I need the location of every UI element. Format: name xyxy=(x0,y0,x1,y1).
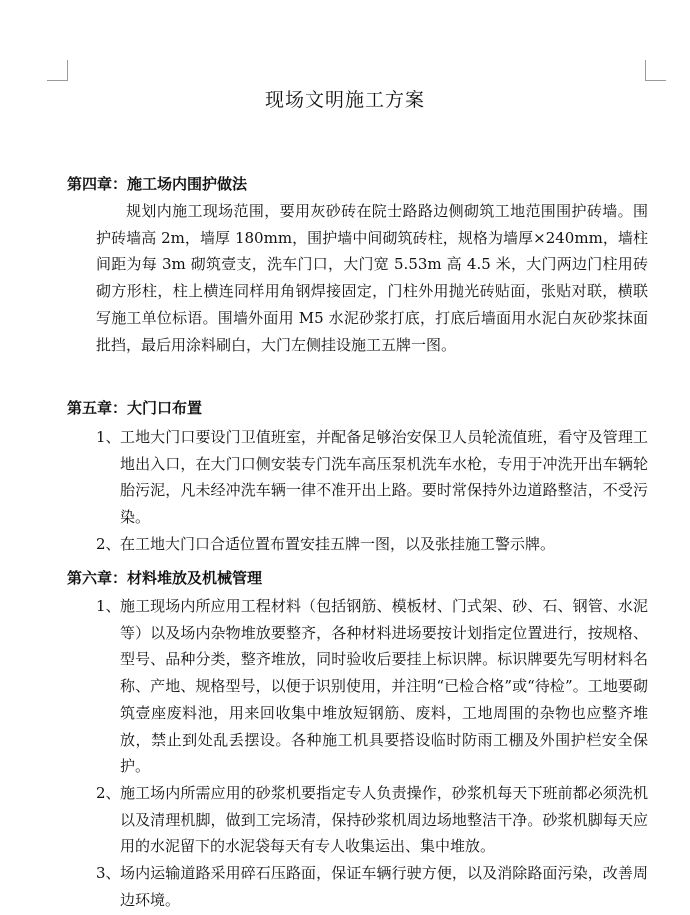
document-title: 现场文明施工方案 xyxy=(264,89,425,111)
list-item xyxy=(96,860,648,913)
list-item-number: 2、 xyxy=(96,535,121,553)
section-heading-chapter-6: 第六章：材料堆放及机械管理 xyxy=(67,569,263,587)
list-item xyxy=(96,424,648,531)
list-item-text: 工地大门口要设门卫值班室，并配备足够治安保卫人员轮流值班，看守及管理工地出入口，在大门口侧安装专门洗车高压泵机洗车水枪，专用于冲洗开出车辆轮胎污泥，凡未经冲洗车辆一律不准开出上路。要时常保持外边道路整洁，不受污染。 xyxy=(120,428,648,527)
list-item-number: 3、 xyxy=(96,864,121,882)
section-heading-chapter-4: 第四章：施工场内围护做法 xyxy=(67,175,248,193)
list-item xyxy=(96,593,648,780)
list-item-text: 施工场内所需应用的砂浆机要指定专人负责操作，砂浆机每天下班前都必须洗机以及清理机脚，做到工完场清，保持砂浆机周边场地整洁干净。砂浆机脚每天应用的水泥留下的水泥袋每天有专人收集运出、集中堆放。 xyxy=(120,784,648,856)
page-corner-mark-top-right xyxy=(645,60,666,81)
list-item xyxy=(96,780,648,860)
page-corner-mark-top-left xyxy=(47,60,68,81)
list-item-text: 施工现场内所应用工程材料（包括钢筋、模板材、门式架、砂、石、钢管、水泥等）以及场内杂物堆放要整齐，各种材料进场要按计划指定位置进行，按规格、型号、品种分类，整齐堆放，同时验收后要挂上标识牌。标识牌要先写明材料名称、产地、规格型号，以便于识别使用，并注明“已检合格”或“待检”。工地要砌筑壹座废料池，用来回收集中堆放短钢筋、废料，工地周围的杂物也应整齐堆放，禁止到处乱丢摆设。各种施工机具要搭设临时防雨工棚及外围护栏安全保护。 xyxy=(120,597,648,776)
list-item-number: 1、 xyxy=(96,597,121,615)
section-paragraph-chapter-4: 规划内施工现场范围，要用灰砂砖在院士路路边侧砌筑工地范围围护砖墙。围护砖墙高 2m，墙厚 180mm，围护墙中间砌筑砖柱，规格为墙厚×240mm，墙柱间距为每 3m 砌筑壹支，洗车门口，大门宽 5.53m 高 4.5 米，大门两边门柱用砖砌方形柱，柱上横连同样用角钢焊接固定，门柱外用抛光砖贴面，张贴对联，横联写施工单位标语。围墙外面用 M5 水泥砂浆打底，打底后墙面用水泥白灰砂浆抹面批挡，最后用涂料刷白，大门左侧挂设施工五牌一图。 xyxy=(96,202,648,354)
list-item-number: 1、 xyxy=(96,428,121,446)
section-heading-chapter-5: 第五章：大门口布置 xyxy=(67,399,203,417)
list-item-text: 在工地大门口合适位置布置安挂五牌一图，以及张挂施工警示牌。 xyxy=(120,535,556,553)
list-item-text: 场内运输道路采用碎石压路面，保证车辆行驶方便，以及消除路面污染，改善周边环境。 xyxy=(120,864,648,909)
list-item xyxy=(96,531,648,558)
list-item-number: 2、 xyxy=(96,784,121,802)
